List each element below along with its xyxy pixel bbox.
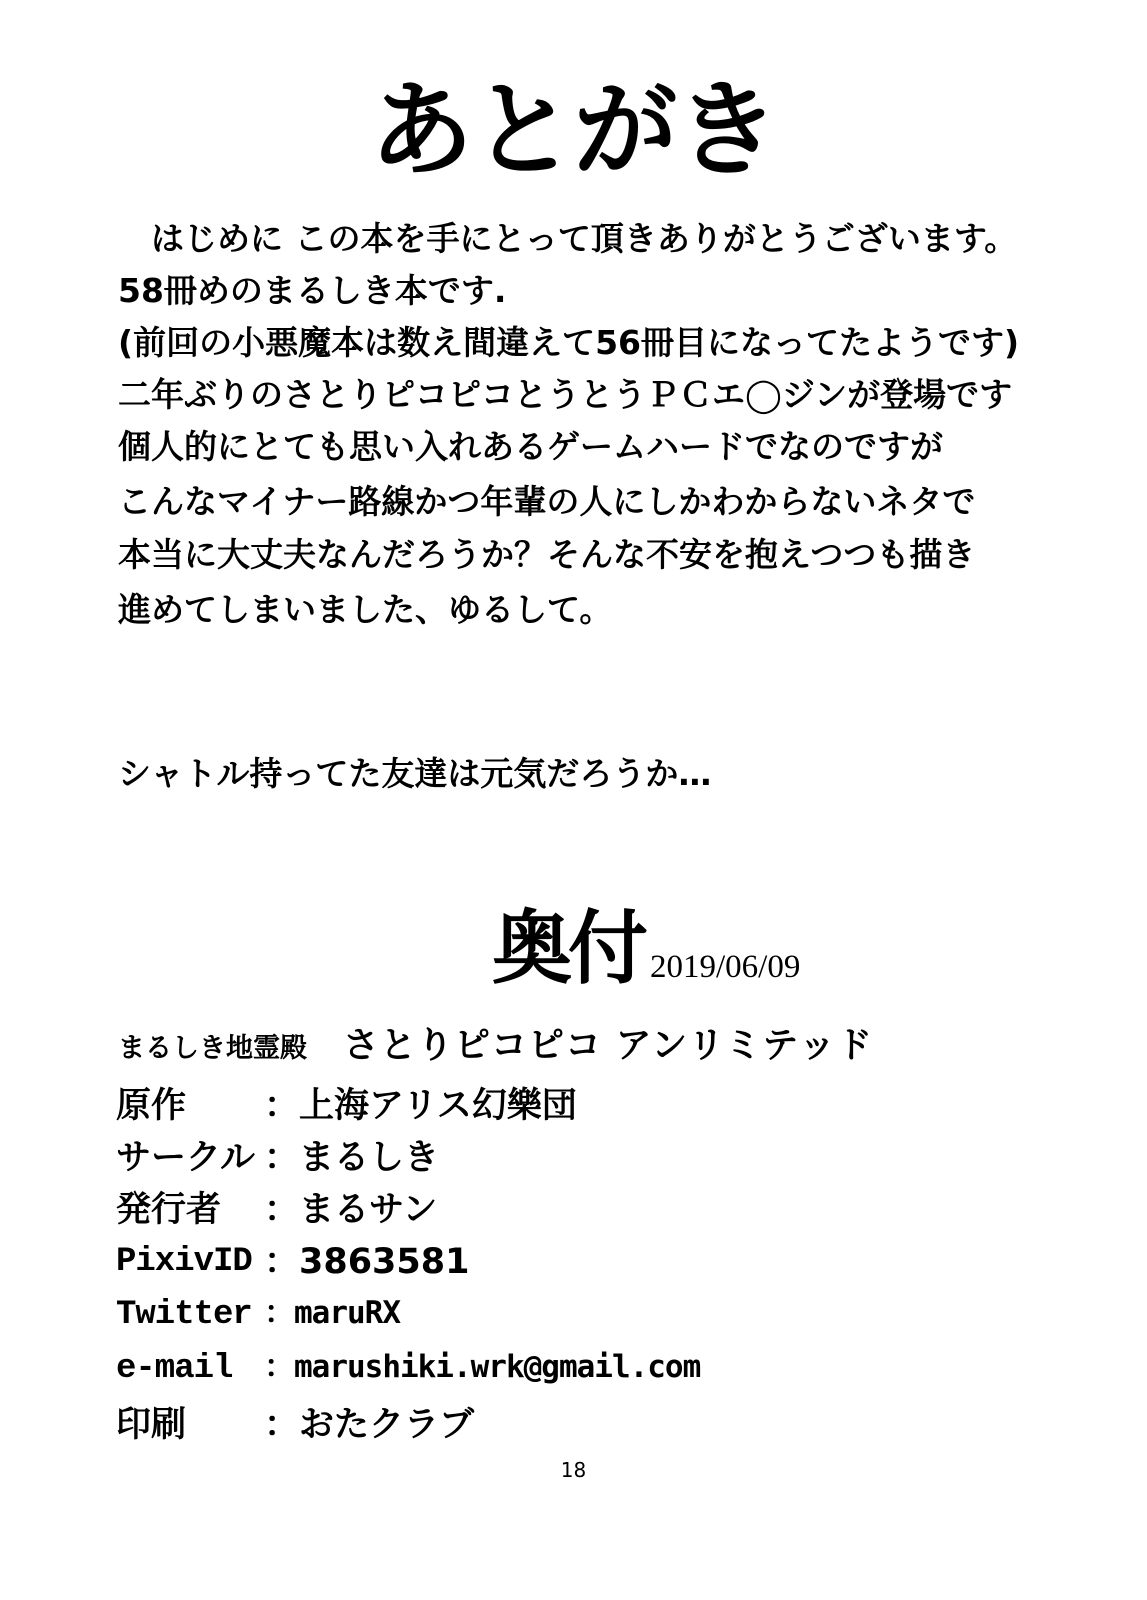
twitter-label: Twitter [116, 1296, 252, 1334]
afterword-line-6: こんなマイナー路線かつ年輩の人にしかわからないネタで [118, 482, 976, 521]
book-title: さとりピコピコ アンリミテッド [343, 1025, 874, 1066]
twitter-value: ：maruRX [264, 1295, 400, 1331]
printer-value: ：おたクラブ [264, 1405, 475, 1445]
circle-value: ：まるしき [264, 1138, 440, 1178]
email-value: ：marushiki.wrk@gmail.com [264, 1349, 701, 1385]
colophon-date: 2019/06/09 [650, 949, 801, 985]
colophon-title: 奥付 [492, 901, 644, 995]
circle-label: サークル [116, 1138, 255, 1178]
original-work-value: ：上海アリス幻樂団 [264, 1086, 577, 1126]
pixiv-id-value: ：3863581 [264, 1242, 470, 1282]
afterword-title: あとがき [369, 69, 778, 191]
afterword-line-4: 二年ぶりのさとりピコピコとうとうＰＣエ◯ジンが登場です [118, 375, 1013, 414]
printer-label: 印刷 [116, 1405, 187, 1445]
afterword-line-5: 個人的にとても思い入れあるゲームハードでなのですが [118, 427, 943, 466]
afterword-closing: シャトル持ってた友達は元気だろうか… [118, 754, 712, 793]
page-number: 18 [560, 1458, 587, 1482]
original-work-label: 原作 [116, 1086, 187, 1126]
afterword-line-7: 本当に大丈夫なんだろうか？そんな不安を抱えつつも描き [118, 535, 976, 574]
afterword-line-1: はじめに この本を手にとって頂きありがとうございます。 [118, 219, 1018, 258]
pixiv-id-label: PixivID [116, 1243, 252, 1281]
circle-series-name: まるしき地霊殿 [118, 1033, 307, 1064]
afterword-line-3: (前回の小悪魔本は数え間違えて56冊目になってたようです) [118, 323, 1020, 362]
publisher-label: 発行者 [116, 1190, 222, 1230]
afterword-line-8: 進めてしまいました、ゆるして。 [118, 590, 613, 629]
afterword-line-2: 58冊めのまるしき本です. [118, 271, 507, 310]
email-label: e-mail [116, 1350, 233, 1388]
publisher-value: ：まるサン [264, 1190, 438, 1230]
